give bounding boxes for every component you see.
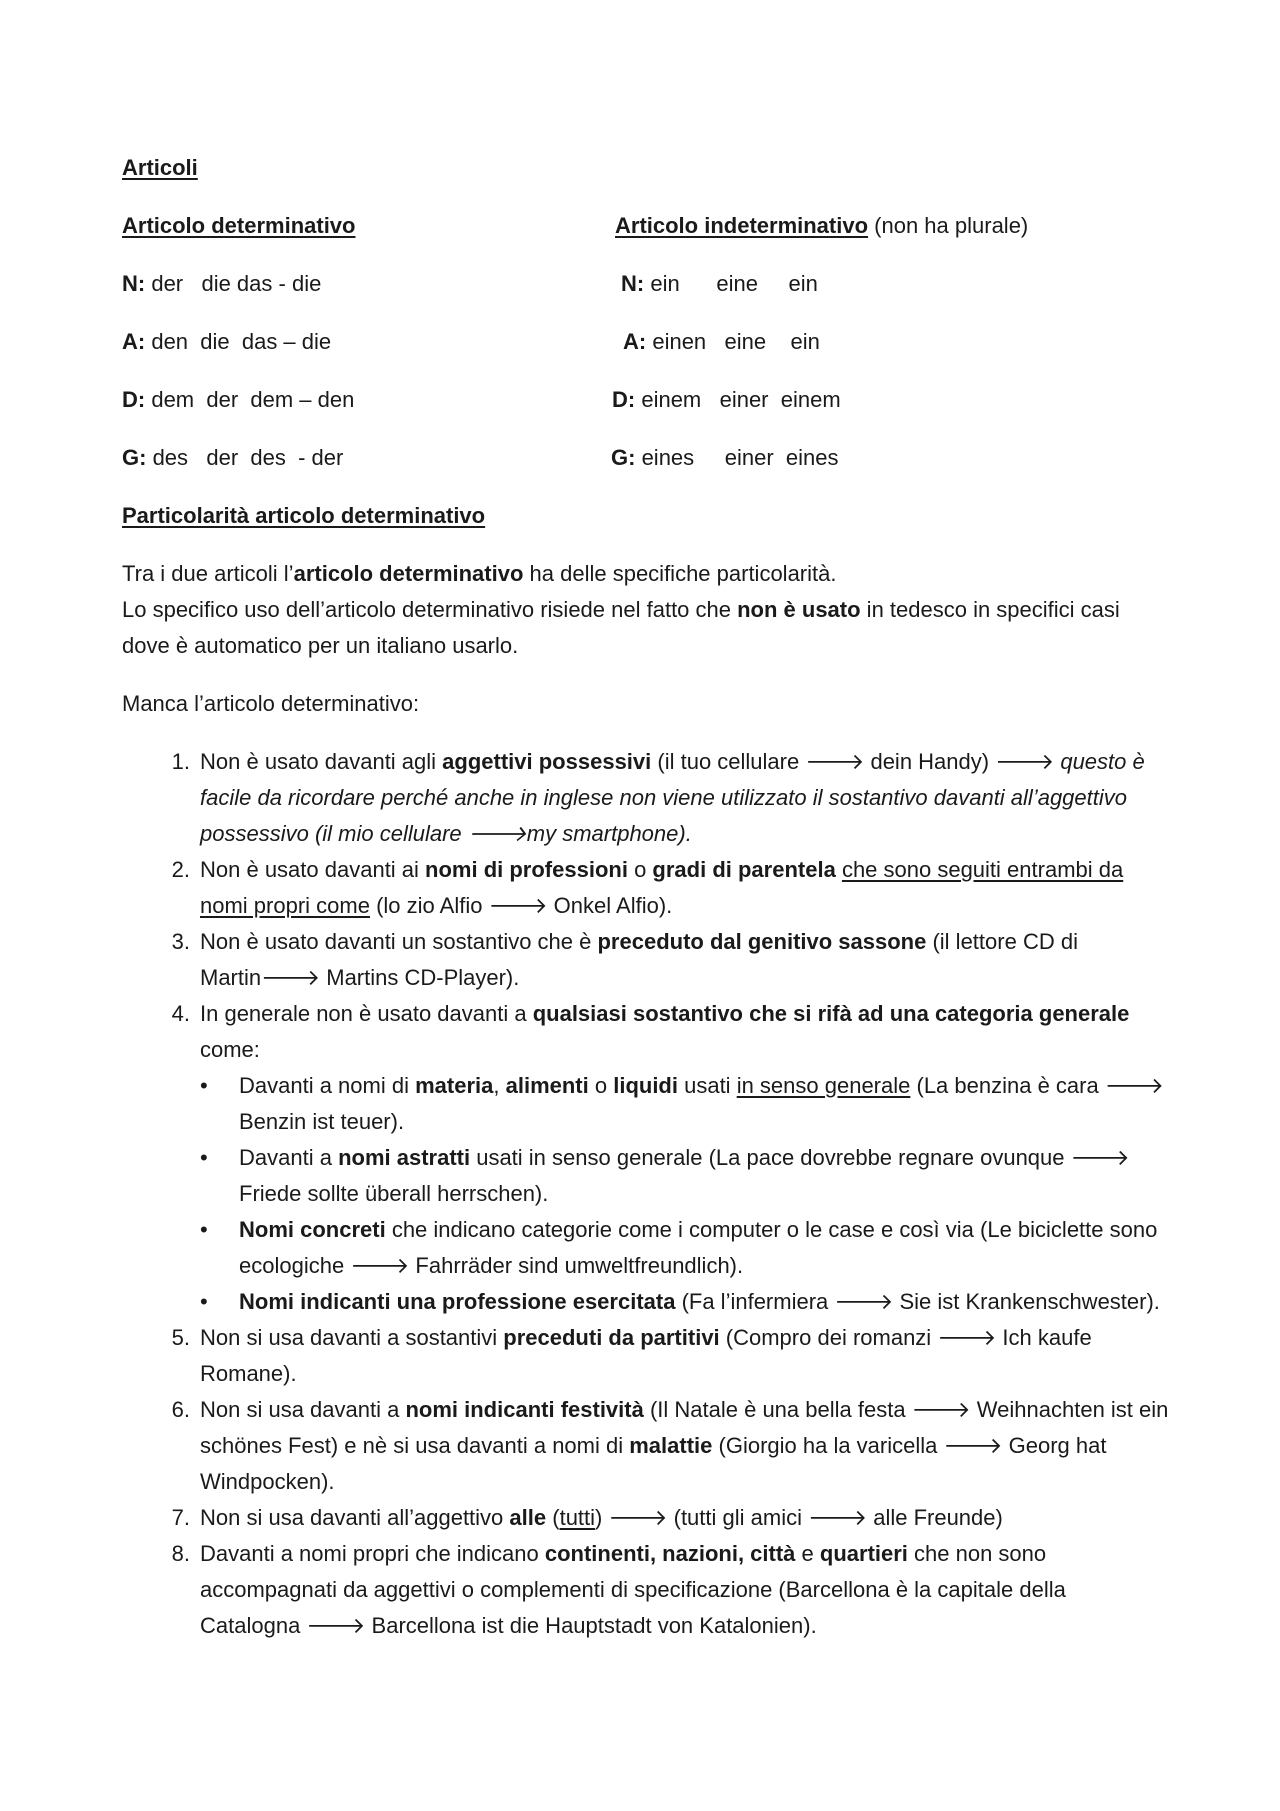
arrow-icon: 🡒 <box>261 965 321 990</box>
arrow-icon: 🡒 <box>306 1613 366 1638</box>
arrow-icon: 🡒 <box>467 821 527 846</box>
list-item: 8. Davanti a nomi propri che indicano continenti, nazioni, città e quartieri che non sono accompagnati da aggettivi o complementi di specificazione (Barcellona è la capitale della Catalogna 🡒 Barcellona ist die Hauptstadt von Katalonien). <box>171 1541 1066 1638</box>
arrow-icon: 🡒 <box>488 893 548 918</box>
list-item: 7. Non si usa davanti all’aggettivo alle (tutti) 🡒 (tutti gli amici 🡒 alle Freunde) <box>171 1505 1003 1530</box>
arrow-icon: 🡒 <box>911 1397 971 1422</box>
indefinite-nominative: N: ein eine ein <box>621 271 818 296</box>
document-page <box>122 150 1172 1644</box>
list-item: 2. Non è usato davanti ai nomi di professioni o gradi di parentela che sono seguiti entrambi da nomi propri come (lo zio Alfio 🡒 Onkel Alfio). <box>171 857 1124 918</box>
sublist-item: • Davanti a nomi di materia, alimenti o liquidi usati in senso generale (La benzina è cara 🡒 Benzin ist teuer). <box>200 1068 1172 1140</box>
list-item: 6. Non si usa davanti a nomi indicanti festività (Il Natale è una bella festa 🡒 Weihnachten ist ein schönes Fest) e nè si usa davanti a nomi di malattie (Giorgio ha la varicella 🡒 Georg hat Windpocken). <box>171 1397 1169 1494</box>
rules-list <box>122 744 1172 1644</box>
list-item: 3. Non è usato davanti un sostantivo che è preceduto dal genitivo sassone (il lettore CD di Martin🡒 Martins CD-Player). <box>171 929 1078 990</box>
arrow-icon: 🡒 <box>995 749 1055 774</box>
bullet-icon: • <box>200 1073 208 1098</box>
arrow-icon: 🡒 <box>834 1289 894 1314</box>
bullet-icon: • <box>200 1217 208 1242</box>
definite-accusative: A: den die das – die <box>122 329 332 354</box>
bullet-icon: • <box>200 1289 208 1314</box>
case-row-genitive <box>122 440 1172 476</box>
bullet-icon: • <box>200 1145 208 1170</box>
arrow-icon: 🡒 <box>937 1325 997 1350</box>
sublist-item: • Davanti a nomi astratti usati in senso generale (La pace dovrebbe regnare ovunque 🡒 Friede sollte überall herrschen). <box>200 1140 1172 1212</box>
arrow-icon: 🡒 <box>1104 1073 1164 1098</box>
case-row-nominative <box>122 266 1172 302</box>
indefinite-heading: Articolo indeterminativo (non ha plurale) <box>615 213 1029 238</box>
arrow-icon: 🡒 <box>1070 1145 1130 1170</box>
list-item: 4. In generale non è usato davanti a qualsiasi sostantivo che si rifà ad una categoria generale come: • Davanti a nomi di materia, alimenti o liquidi usati in senso generale (La benzina è cara 🡒 Benzin ist teuer). • Davanti a nomi astratti usati in senso generale (La pace dovrebbe regnare ovunque 🡒 Friede sollte überall herrschen). • Nomi concreti che indicano categorie come i computer o le case e così via (Le biciclette sono ecologiche 🡒 Fahrräder sind umweltfreundlich). • Nomi indicanti una professione esercitata (Fa l’infermiera 🡒 Sie ist Krankenschwester). <box>122 996 1172 1320</box>
indefinite-accusative: A: einen eine ein <box>623 329 820 354</box>
indefinite-genitive: G: eines einer eines <box>611 445 839 470</box>
intro-paragraph-1: Tra i due articoli l’articolo determinativo ha delle specifiche particolarità. <box>122 561 837 586</box>
list-item: 5. Non si usa davanti a sostantivi preceduti da partitivi (Compro dei romanzi 🡒 Ich kaufe Romane). <box>171 1325 1092 1386</box>
intro-paragraph-2: Lo specifico uso dell’articolo determinativo risiede nel fatto che non è usato in tedesco in specifici casi dove è automatico per un italiano usarlo. <box>122 597 1120 658</box>
sublist-item: • Nomi concreti che indicano categorie come i computer o le case e così via (Le biciclette sono ecologiche 🡒 Fahrräder sind umweltfreundlich). <box>200 1212 1172 1284</box>
definite-nominative: N: der die das - die <box>122 271 322 296</box>
case-row-dative <box>122 382 1172 418</box>
category-sublist <box>200 1068 1172 1320</box>
list-item: 1. Non è usato davanti agli aggettivi possessivi (il tuo cellulare 🡒 dein Handy) 🡒 questo è facile da ricordare perché anche in inglese non viene utilizzato il sostantivo davanti all’aggettivo possessivo (il mio cellulare 🡒my smartphone). <box>171 749 1145 846</box>
arrow-icon: 🡒 <box>350 1253 410 1278</box>
arrow-icon: 🡒 <box>608 1505 668 1530</box>
case-row-accusative <box>122 324 1172 360</box>
arrow-icon: 🡒 <box>943 1433 1003 1458</box>
page-title <box>122 150 1172 186</box>
sublist-item: • Nomi indicanti una professione esercitata (Fa l’infermiera 🡒 Sie ist Krankenschwester). <box>200 1284 1172 1320</box>
section-heading: Particolarità articolo determinativo <box>122 503 486 528</box>
arrow-icon: 🡒 <box>805 749 865 774</box>
column-headings <box>122 208 1172 244</box>
definite-heading: Articolo determinativo <box>122 213 356 238</box>
arrow-icon: 🡒 <box>808 1505 868 1530</box>
definite-dative: D: dem der dem – den <box>122 387 355 412</box>
manca-paragraph: Manca l’articolo determinativo: <box>122 691 420 716</box>
indefinite-dative: D: einem einer einem <box>612 387 841 412</box>
definite-genitive: G: des der des - der <box>122 445 344 470</box>
title-text: Articoli <box>122 155 198 180</box>
